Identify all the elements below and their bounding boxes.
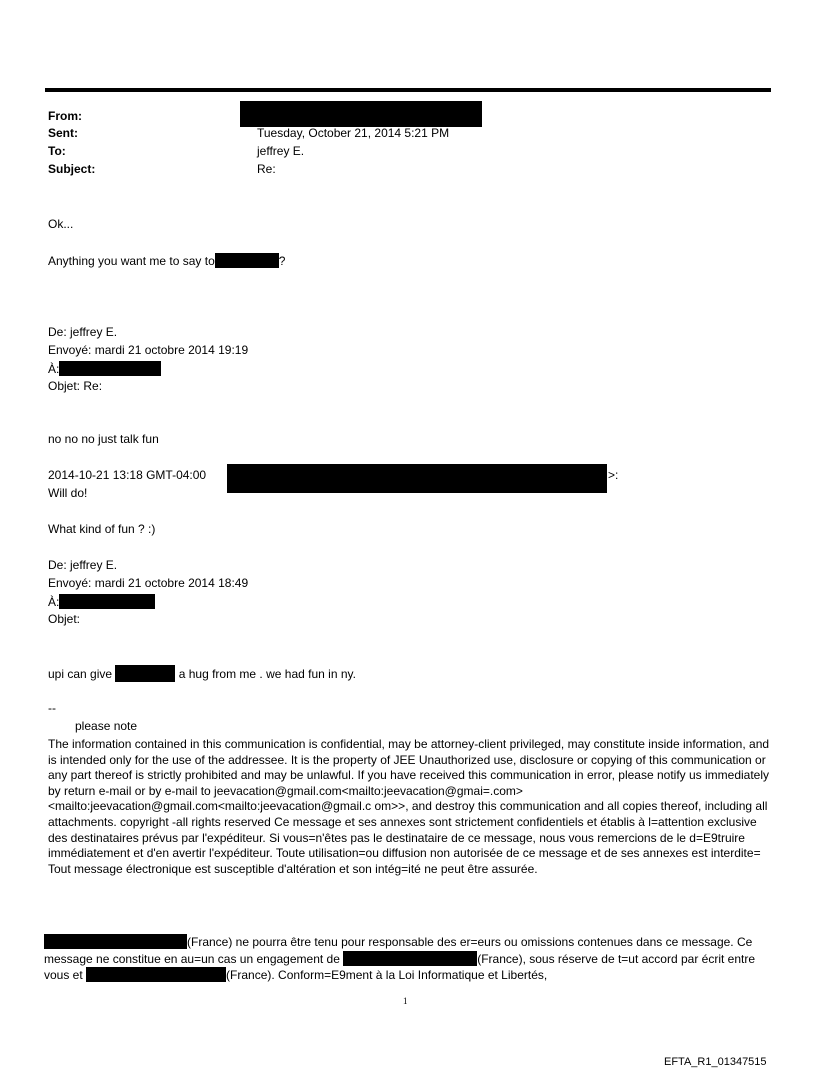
disclaimer-2b: (France), sous réserve de t=ut accord par écrit entre vous et bbox=[44, 951, 756, 983]
message-line-2 bbox=[48, 253, 285, 268]
sent-label: Sent: bbox=[48, 126, 78, 140]
reply-after-redact: >: bbox=[608, 468, 619, 482]
subject-value: Re: bbox=[257, 162, 276, 176]
disclaimer-redaction-1 bbox=[44, 934, 187, 949]
quote2-body-pre: upi can give bbox=[48, 667, 113, 681]
disclaimer-2a: (France) ne pourra être tenu pour responsable des er=eurs ou omissions contenues dans ce message. Ce message ne constitue en au=un cas un engagement de bbox=[44, 935, 753, 966]
to-value: jeffrey E. bbox=[257, 144, 305, 158]
message-line-1: Ok... bbox=[48, 217, 74, 231]
quote1-body: no no no just talk fun bbox=[48, 432, 159, 446]
reply-timestamp: 2014-10-21 13:18 GMT-04:00 bbox=[48, 468, 207, 482]
message-line-2-post: ? bbox=[278, 254, 286, 268]
quote2-de: De: jeffrey E. bbox=[48, 558, 118, 572]
disclaimer-redaction-2 bbox=[343, 951, 477, 966]
quote1-a-redaction bbox=[59, 361, 161, 376]
please-note: please note bbox=[75, 719, 138, 733]
document-id: EFTA_R1_01347515 bbox=[664, 1056, 767, 1068]
page-number: 1 bbox=[403, 996, 408, 1006]
to-label: To: bbox=[48, 144, 66, 158]
reply-sender-redaction bbox=[227, 464, 607, 493]
quote2-body-post: a hug from me . we had fun in ny. bbox=[178, 667, 356, 681]
quote2-objet: Objet: bbox=[48, 612, 81, 626]
quote1-objet: Objet: Re: bbox=[48, 379, 103, 393]
header-rule bbox=[45, 88, 771, 92]
quote2-body bbox=[48, 665, 356, 682]
disclaimer-paragraph-2 bbox=[44, 934, 770, 984]
message-line-2-pre: Anything you want me to say to bbox=[48, 254, 215, 268]
reply-line-1: Will do! bbox=[48, 486, 88, 500]
quote2-a-label: À: bbox=[48, 595, 60, 609]
signature-dashes: -- bbox=[48, 701, 56, 715]
quote2-body-redaction bbox=[115, 665, 175, 682]
from-label: From: bbox=[48, 109, 82, 123]
quote1-envoye: Envoyé: mardi 21 octobre 2014 19:19 bbox=[48, 343, 249, 357]
disclaimer-paragraph-1: The information contained in this communication is confidential, may be attorney-client privileged, may constitute inside information, and is intended only for the use of the addressee. It is the property of JEE Unauthorized use, disclosure or copying of this communication or any part thereof is strictly prohibited and may be unlawful. If you have received this communication in error, please notify us immediately by return e-mail or by e-mail to jeevacation@gmail.com<mailto:jeevacation@gmai=.com><mailto:jeevacation@gmail.com<mailto:jeevacation@gmail.c om>>, and destroy this communication and all copies thereof, including all attachments. copyright -all rights reserved Ce message et ses annexes sont strictement confidentiels et établis à l=attention exclusive des destinataires prévus par l'expéditeur. Si vous=n'êtes pas le destinataire de ce message, nous vous remercions de le d=E9truire immédiatement et d'en avertir l'expéditeur. Toute utilisation=ou diffusion non autorisée de ce message et de ses annexes est interdite= Tout message électronique est susceptible d'altération et son intég=ité ne peut être assurée. bbox=[48, 737, 770, 876]
recipient-redaction bbox=[215, 253, 279, 268]
quote1-a-label: À: bbox=[48, 362, 60, 376]
reply-timestamp-line bbox=[48, 468, 206, 482]
subject-label: Subject: bbox=[48, 162, 96, 176]
quote1-a bbox=[48, 361, 161, 376]
disclaimer-redaction-3 bbox=[86, 967, 226, 982]
quote2-a-redaction bbox=[59, 594, 155, 609]
from-redaction bbox=[240, 101, 482, 127]
reply-line-2: What kind of fun ? :) bbox=[48, 522, 156, 536]
disclaimer-2c: (France). Conform=E9ment à la Loi Informatique et Libertés, bbox=[226, 968, 548, 983]
quote2-a bbox=[48, 594, 155, 609]
quote2-envoye: Envoyé: mardi 21 octobre 2014 18:49 bbox=[48, 576, 249, 590]
sent-value: Tuesday, October 21, 2014 5:21 PM bbox=[257, 126, 450, 140]
quote1-de: De: jeffrey E. bbox=[48, 325, 118, 339]
